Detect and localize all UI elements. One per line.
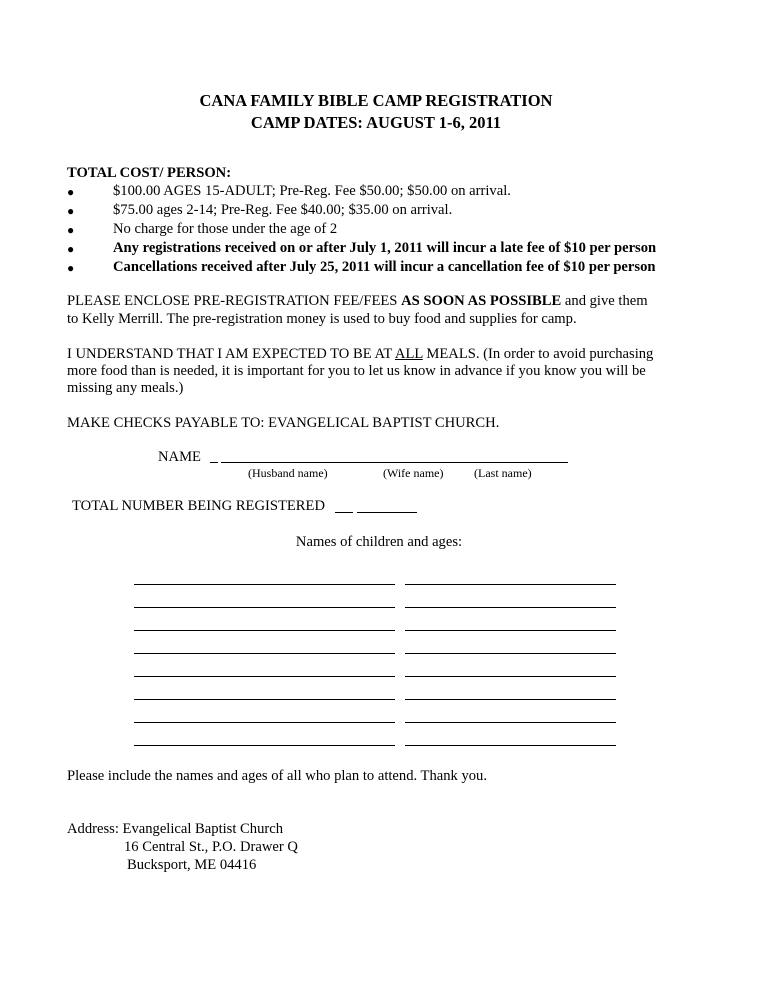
child-name-line[interactable] bbox=[134, 607, 395, 608]
name-field-line[interactable] bbox=[221, 462, 568, 463]
bullet-icon: ● bbox=[67, 261, 75, 275]
address-label: Address: Evangelical Baptist Church bbox=[67, 821, 284, 837]
child-name-line[interactable] bbox=[134, 676, 395, 677]
meals-paragraph-line3: missing any meals.) bbox=[67, 380, 184, 396]
meals-paragraph-line2: more food than is needed, it is important for you to let us know in advance if you know you will be bbox=[67, 363, 646, 379]
husband-name-caption: (Husband name) bbox=[248, 466, 328, 480]
name-label: NAME bbox=[158, 449, 201, 465]
child-age-line[interactable] bbox=[405, 653, 616, 654]
total-number-field-line[interactable] bbox=[357, 512, 417, 513]
meals-text: I UNDERSTAND THAT I AM EXPECTED TO BE AT bbox=[67, 346, 395, 362]
cost-item-text: $100.00 AGES 15-ADULT; Pre-Reg. Fee $50.00; $50.00 on arrival. bbox=[113, 183, 511, 199]
child-age-line[interactable] bbox=[405, 699, 616, 700]
wife-name-caption: (Wife name) bbox=[383, 466, 444, 480]
child-age-line[interactable] bbox=[405, 676, 616, 677]
total-line-lead bbox=[335, 512, 353, 513]
enclose-emphasis: AS SOON AS POSSIBLE bbox=[401, 293, 562, 309]
address-street: 16 Central St., P.O. Drawer Q bbox=[124, 839, 298, 855]
address-city: Bucksport, ME 04416 bbox=[127, 857, 257, 873]
child-age-line[interactable] bbox=[405, 745, 616, 746]
child-name-line[interactable] bbox=[134, 699, 395, 700]
child-name-line[interactable] bbox=[134, 653, 395, 654]
cost-item-text: $75.00 ages 2-14; Pre-Reg. Fee $40.00; $35.00 on arrival. bbox=[113, 202, 453, 218]
child-age-line[interactable] bbox=[405, 630, 616, 631]
meals-emphasis: ALL bbox=[394, 346, 423, 362]
form-title: CANA FAMILY BIBLE CAMP REGISTRATION bbox=[199, 91, 553, 110]
child-name-line[interactable] bbox=[134, 630, 395, 631]
last-name-caption: (Last name) bbox=[474, 466, 532, 480]
bullet-icon: ● bbox=[67, 204, 75, 218]
child-name-line[interactable] bbox=[134, 584, 395, 585]
name-line-lead bbox=[210, 462, 218, 463]
enclose-text-end: and give them bbox=[561, 293, 648, 309]
footer-note: Please include the names and ages of all who plan to attend. Thank you. bbox=[67, 768, 487, 784]
bullet-icon: ● bbox=[67, 185, 75, 199]
enclose-text: PLEASE ENCLOSE PRE-REGISTRATION FEE/FEES bbox=[67, 293, 402, 309]
child-name-line[interactable] bbox=[134, 745, 395, 746]
checks-payable: MAKE CHECKS PAYABLE TO: EVANGELICAL BAPTIST CHURCH. bbox=[67, 415, 500, 431]
children-heading: Names of children and ages: bbox=[295, 534, 463, 550]
enclose-paragraph-line2: to Kelly Merrill. The pre-registration money is used to buy food and supplies for camp. bbox=[67, 311, 577, 327]
child-age-line[interactable] bbox=[405, 607, 616, 608]
camp-dates: CAMP DATES: AUGUST 1-6, 2011 bbox=[250, 113, 502, 132]
total-number-label: TOTAL NUMBER BEING REGISTERED bbox=[72, 498, 325, 514]
child-age-line[interactable] bbox=[405, 722, 616, 723]
late-fee-notice: Any registrations received on or after July 1, 2011 will incur a late fee of $10 per person bbox=[113, 240, 657, 256]
child-name-line[interactable] bbox=[134, 722, 395, 723]
cost-item-text: No charge for those under the age of 2 bbox=[113, 221, 338, 237]
meals-text-end: MEALS. (In order to avoid purchasing bbox=[422, 346, 654, 362]
bullet-icon: ● bbox=[67, 223, 75, 237]
meals-paragraph-line1 bbox=[67, 346, 653, 363]
bullet-icon: ● bbox=[67, 242, 75, 256]
cancellation-fee-notice: Cancellations received after July 25, 2011 will incur a cancellation fee of $10 per person bbox=[113, 259, 656, 275]
cost-heading: TOTAL COST/ PERSON: bbox=[67, 165, 232, 181]
child-age-line[interactable] bbox=[405, 584, 616, 585]
enclose-paragraph-line1 bbox=[67, 293, 648, 310]
